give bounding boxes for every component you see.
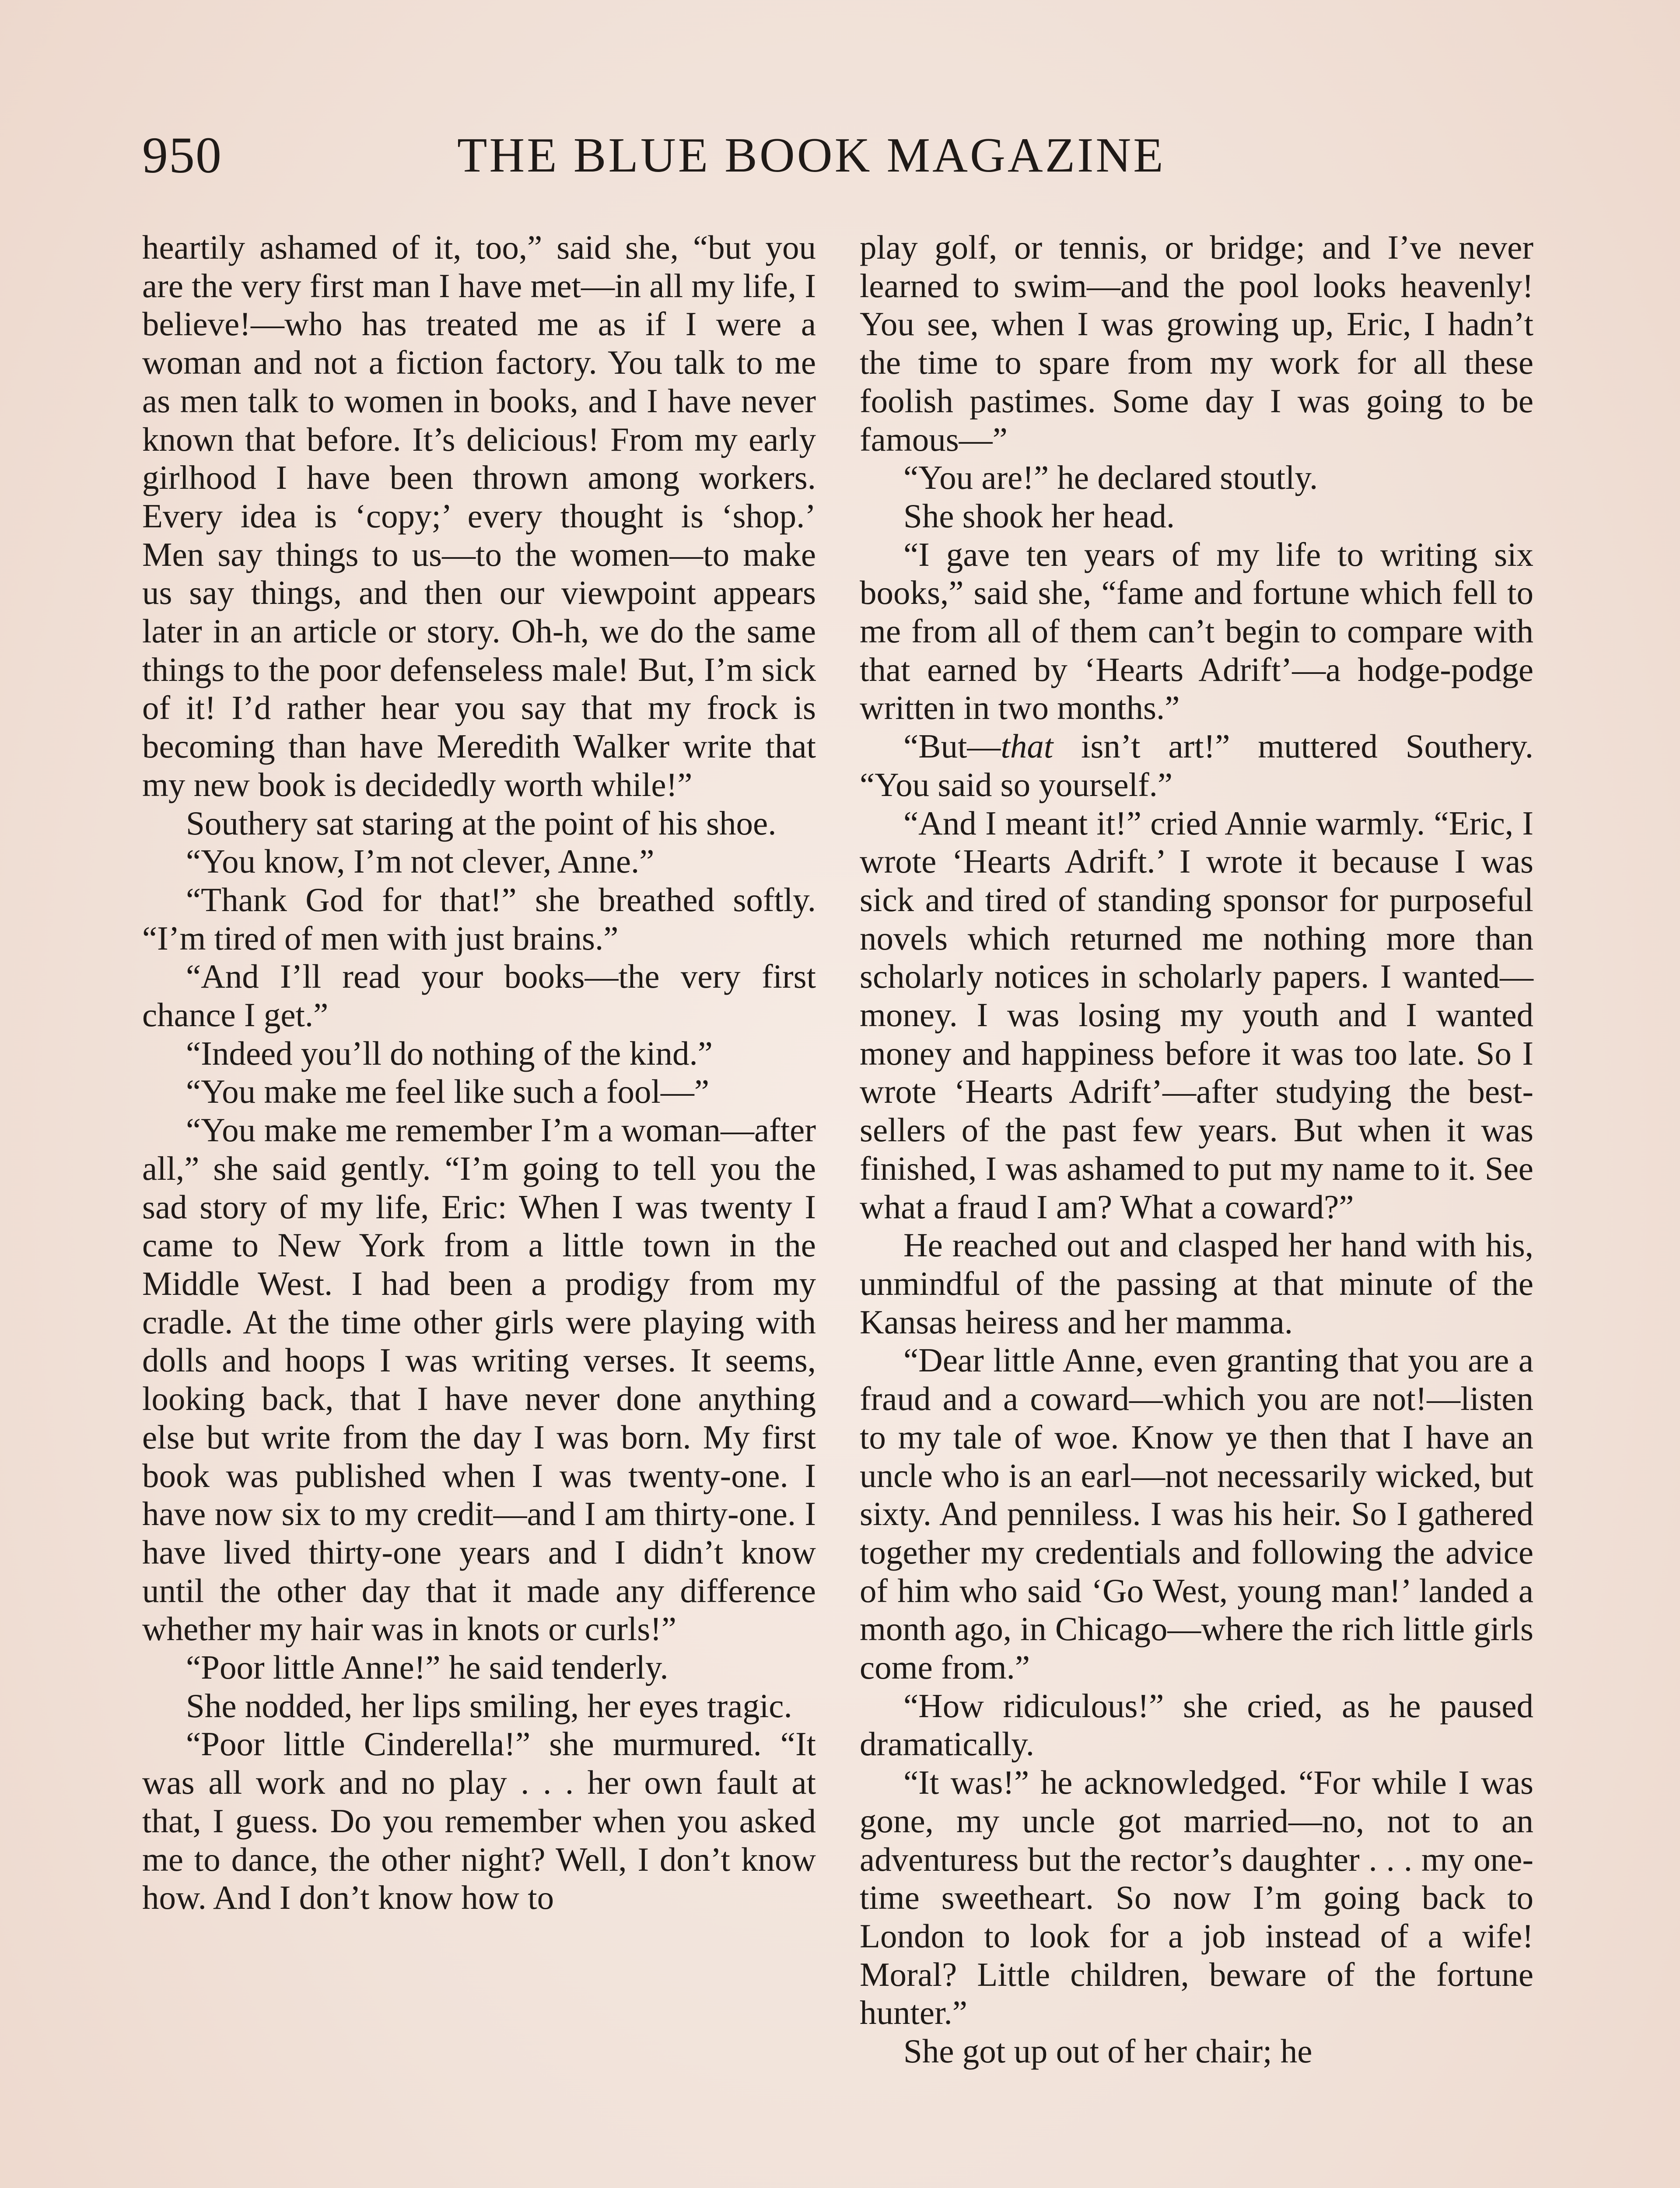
text-run: isn’t art!” muttered Southery. “You said so yourself.” [860, 727, 1533, 803]
paragraph: “You are!” he declared stoutly. [903, 459, 1318, 497]
paragraph: “Thank God for that!” she breathed softly. “I’m tired of men with just brains.” [142, 880, 816, 957]
text-run: “But— [903, 727, 1001, 765]
paragraph: “And I meant it!” cried Annie warmly. “Eric, I wrote ‘Hearts Adrift.’ I wrote it because I was sick and tired of standing sponsor for purposeful novels which returned me nothing more than scholarly notices in scholarly papers. I wanted—money. I was losing my youth and I wanted money and happiness before it was too late. So I wrote ‘Hearts Adrift’—after studying the best-sellers of the past few years. But when it was finished, I was ashamed to put my name to it. See what a fraud I am? What a coward?” [860, 804, 1533, 1226]
paragraph: heartily ashamed of it, too,” said she, “but you are the very first man I have met—in all my life, I believe!—who has treated me as if I were a woman and not a fiction factory. You talk to me as men talk to women in books, and I have never known that before. It’s delicious! From my early girlhood I have been thrown among workers. Every idea is ‘copy;’ every thought is ‘shop.’ Men say things to us—to the women—to make us say things, and then our viewpoint appears later in an article or story. Oh-h, we do the same things to the poor defenseless male! But, I’m sick of it! I’d rather hear you say that my frock is becoming than have Meredith Walker write that my new book is decidedly worth while!” [142, 228, 816, 803]
paragraph: “Poor little Cinderella!” she murmured. “It was all work and no play . . . her own fault at that, I guess. Do you remember when you asked me to dance, the other night? Well, I don’t know how. And I don’t know how to [142, 1725, 816, 1917]
paragraph: “And I’ll read your books—the very first chance I get.” [142, 957, 816, 1034]
text-column-left [142, 228, 816, 1917]
page-number: 950 [142, 126, 222, 184]
paragraph: play golf, or tennis, or bridge; and I’ve never learned to swim—and the pool looks heavenly! You see, when I was growing up, Eric, I hadn’t the time to spare from my work for all these foolish pastimes. Some day I was going to be famous—” [860, 228, 1533, 458]
paragraph: “I gave ten years of my life to writing six books,” said she, “fame and fortune which fell to me from all of them can’t begin to compare with that earned by ‘Hearts Adrift’—a hodge-podge written in two months.” [860, 535, 1533, 727]
italic-text-run: that [1001, 727, 1054, 765]
paragraph: “Indeed you’ll do nothing of the kind.” [186, 1034, 713, 1072]
paragraph: He reached out and clasped her hand with his, unmindful of the passing at that minute of the Kansas heiress and her mamma. [860, 1226, 1533, 1341]
paragraph: “It was!” he acknowledged. “For while I was gone, my uncle got married—no, not to an adventuress but the rector’s daughter . . . my one-time sweetheart. So now I’m going back to London to look for a job instead of a wife! Moral? Little children, beware of the fortune hunter.” [860, 1764, 1533, 2032]
paragraph: She shook her head. [903, 497, 1175, 535]
text-column-right [860, 228, 1533, 2071]
paragraph: “You know, I’m not clever, Anne.” [186, 842, 654, 880]
paragraph: “You make me feel like such a fool—” [186, 1073, 710, 1111]
paragraph: “Dear little Anne, even granting that you are a fraud and a coward—which you are not!—listen to my tale of woe. Know ye then that I have an uncle who is an earl—not necessarily wicked, but sixty. And penniless. I was his heir. So I gathered together my credentials and following the advice of him who said ‘Go West, young man!’ landed a month ago, in Chicago—where the rich little girls come from.” [860, 1341, 1533, 1687]
paragraph: “You make me remember I’m a woman—after all,” she said gently. “I’m going to tell you the sad story of my life, Eric: When I was twenty I came to New York from a little town in the Middle West. I had been a prodigy from my cradle. At the time other girls were playing with dolls and hoops I was writing verses. It seems, looking back, that I have never done anything else but write from the day I was born. My first book was published when I was twenty-one. I have now six to my credit—and I am thirty-one. I have lived thirty-one years and I didn’t know until the other day that it made any difference whether my hair was in knots or curls!” [142, 1111, 816, 1648]
paragraph: She got up out of her chair; he [903, 2032, 1312, 2070]
running-header [142, 120, 1236, 190]
magazine-title: THE BLUE BOOK MAGAZINE [457, 128, 1166, 182]
paragraph: Southery sat staring at the point of his shoe. [186, 804, 777, 842]
paragraph: “How ridiculous!” she cried, as he paused dramatically. [860, 1687, 1533, 1763]
paragraph-with-italic [860, 727, 1533, 804]
paragraph: “Poor little Anne!” he said tenderly. [186, 1648, 668, 1687]
paragraph: She nodded, her lips smiling, her eyes tragic. [186, 1687, 792, 1725]
